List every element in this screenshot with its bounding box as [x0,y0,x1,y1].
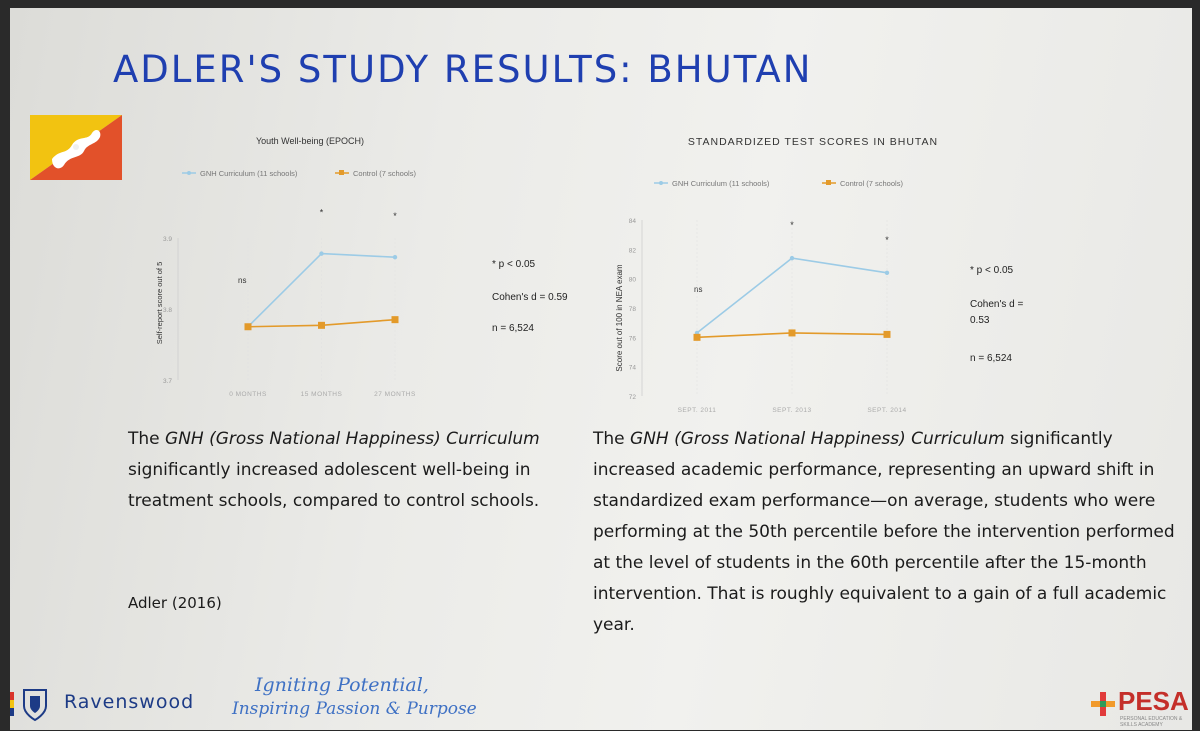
right-summary-text [593,424,1183,641]
stats-p-value: * p < 0.05 [970,265,1014,276]
legend-control-label: Control (7 schools) [840,179,903,188]
text-segment: The [128,429,166,449]
y-tick-label: 76 [628,335,636,343]
citation: Adler (2016) [128,594,222,612]
slide-title: ADLER'S STUDY RESULTS: BHUTAN [113,48,813,91]
left-summary-text [128,424,568,517]
tagline-line1: Igniting Potential, [255,674,429,696]
control-data-point [318,322,325,329]
control-data-point [694,334,701,341]
bhutan-flag-icon [30,115,122,180]
tagline-line2: Inspiring Passion & Purpose [232,699,477,719]
control-data-point [392,316,399,323]
legend-gnh-marker [659,181,663,185]
legend-control-marker [826,180,831,185]
y-axis-label: Score out of 100 in NEA exam [615,264,624,372]
stats-n: n = 6,524 [492,323,534,334]
pesa-label: PESA [1118,686,1189,716]
gnh-curriculum-term: GNH (Gross National Happiness) Curriculum [165,429,540,449]
y-tick-label: 80 [628,276,636,284]
control-data-point [789,329,796,336]
x-tick-label: 27 MONTHS [374,391,416,398]
significance-marker: * [885,234,889,245]
y-tick-label: 74 [628,364,636,372]
ravenswood-crest-icon [10,684,54,724]
y-tick-label: 82 [628,247,636,255]
ravenswood-label: Ravenswood [64,691,195,713]
control-data-point [245,323,252,330]
x-tick-label: 15 MONTHS [300,391,343,398]
legend-gnh-label: GNH Curriculum (11 schools) [200,169,298,178]
y-tick-label: 3.8 [162,307,172,314]
y-tick-label: 3.7 [162,378,172,385]
significance-marker: * [319,207,324,218]
legend-gnh-marker [187,171,191,175]
test-scores-chart [590,118,1070,418]
youth-wellbeing-chart [120,118,600,418]
gnh-data-point [393,255,397,259]
gnh-curriculum-term: GNH (Gross National Happiness) Curriculum [630,429,1005,449]
stats-cohens-d-value: 0.53 [970,315,990,326]
control-data-point [884,331,891,338]
text-segment: significantly increased academic performance, representing an upward shift in standardized exam performance—on average, students who were performing at the 50th percentile before the intervention performed at the level of students in the 60th percentile after the 15-month intervention. That is roughly equivalent to a gain of a full academic year. [593,429,1175,635]
stats-cohens-d: Cohen's d = 0.59 [492,292,568,303]
text-segment: The [593,429,631,449]
slide [10,8,1192,730]
x-tick-label: SEPT. 2014 [867,407,907,414]
x-tick-label: SEPT. 2011 [677,407,717,414]
chart-title: Youth Well-being (EPOCH) [255,136,365,146]
y-tick-label: 72 [628,394,636,401]
pesa-subtitle: PERSONAL EDUCATION & SKILLS ACADEMY [1120,716,1183,728]
significance-marker: * [790,220,794,231]
stats-n: n = 6,524 [970,353,1012,364]
significance-marker: * [393,211,397,222]
gnh-data-point [319,251,323,255]
legend-gnh-label: GNH Curriculum (11 schools) [672,179,770,188]
pesa-logo-icon [1090,691,1116,717]
x-tick-label: 0 MONTHS [229,391,267,398]
gnh-data-point [885,271,889,275]
stats-cohens-d: Cohen's d = [970,299,1024,310]
y-tick-label: 3.9 [162,236,172,243]
gnh-data-point [790,256,794,260]
y-tick-label: 84 [628,218,636,225]
text-segment: significantly increased adolescent well-being in treatment schools, compared to control schools. [128,460,540,511]
ns-label: ns [694,285,703,294]
chart-title: STANDARDIZED TEST SCORES IN BHUTAN [687,136,939,148]
legend-control-marker [339,170,344,175]
ns-label: ns [238,276,247,285]
y-axis-label: Self-report score out of 5 [155,261,164,345]
stats-p-value: * p < 0.05 [492,259,536,270]
y-tick-label: 78 [628,306,636,313]
legend-control-label: Control (7 schools) [353,169,416,178]
x-tick-label: SEPT. 2013 [772,407,812,414]
